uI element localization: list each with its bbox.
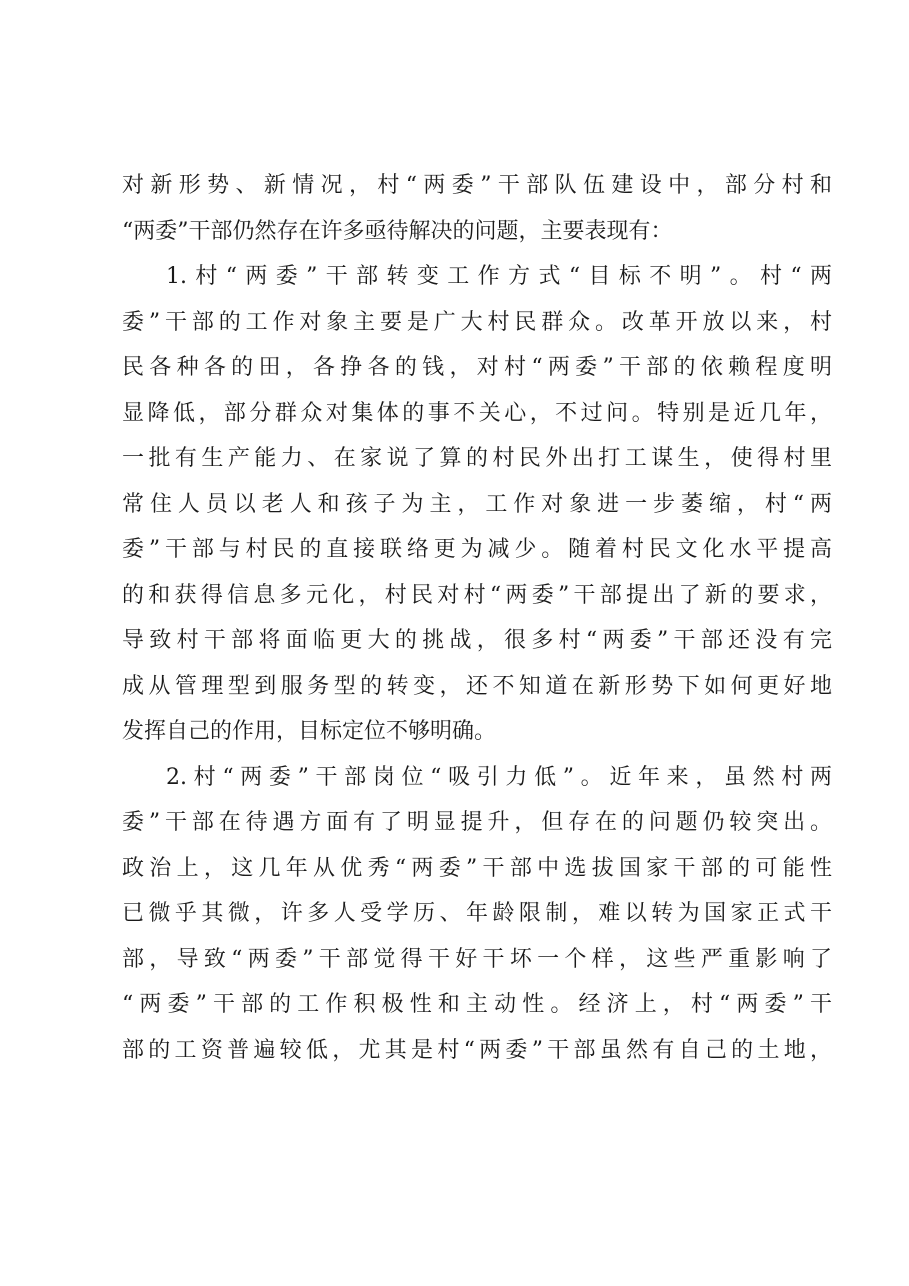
text-line: “两委”干部仍然存在许多亟待解决的问题，主要表现有： — [122, 218, 673, 244]
text-line: 显降低，部分群众对集体的事不关心，不过问。特别是近几年， — [122, 400, 832, 426]
text-line: 发挥自己的作用，目标定位不够明确。 — [122, 719, 497, 744]
text-line: 委”干部在待遇方面有了明显提升，但存在的问题仍较突出。 — [122, 810, 832, 835]
text-line: “两委”干部的工作积极性和主动性。经济上，村“两委”干 — [122, 992, 832, 1017]
text-line: 成从管理型到服务型的转变，还不知道在新形势下如何更好地 — [122, 673, 832, 699]
text-line: 民各种各的田，各挣各的钱，对村“两委”干部的依赖程度明 — [122, 355, 832, 380]
text-line: 部，导致“两委”干部觉得干好干坏一个样，这些严重影响了 — [122, 946, 832, 972]
text-line: 已微乎其微，许多人受学历、年龄限制，难以转为国家正式干 — [122, 901, 832, 926]
text-line: 2.村“两委”干部岗位“吸引力低”。近年来，虽然村两 — [166, 764, 832, 790]
text-line: 导致村干部将面临更大的挑战，很多村“两委”干部还没有完 — [122, 628, 832, 653]
document-body — [122, 163, 832, 1073]
text-line: 常住人员以老人和孩子为主，工作对象进一步萎缩，村“两 — [122, 491, 832, 517]
text-line: 对新形势、新情况，村“两委”干部队伍建设中，部分村和 — [122, 173, 832, 198]
text-line: 一批有生产能力、在家说了算的村民外出打工谋生，使得村里 — [122, 446, 832, 471]
text-line: 的和获得信息多元化，村民对村“两委”干部提出了新的要求， — [122, 582, 832, 608]
text-line: 委”干部与村民的直接联络更为减少。随着村民文化水平提高 — [122, 537, 832, 562]
text-line: 部的工资普遍较低，尤其是村“两委”干部虽然有自己的土地， — [122, 1037, 832, 1063]
text-line: 1.村“两委”干部转变工作方式“目标不明”。村“两 — [166, 264, 832, 289]
text-line: 委”干部的工作对象主要是广大村民群众。改革开放以来，村 — [122, 309, 832, 335]
text-line: 政治上，这几年从优秀“两委”干部中选拔国家干部的可能性 — [122, 855, 832, 881]
